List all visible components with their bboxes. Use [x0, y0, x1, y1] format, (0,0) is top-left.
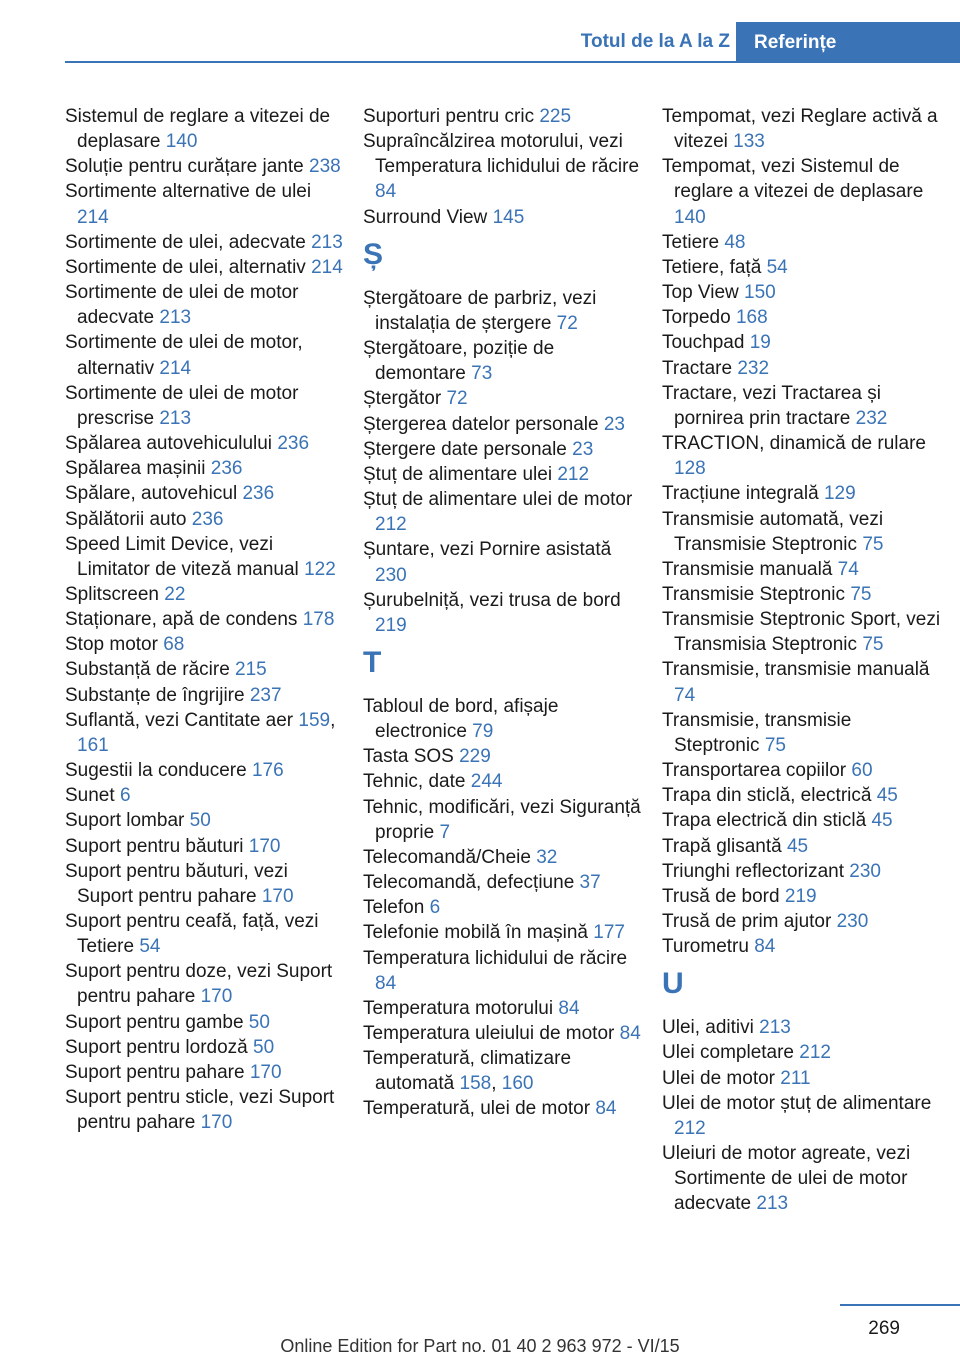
index-entry — [662, 934, 942, 959]
page-reference-link[interactable]: 158 — [459, 1073, 492, 1095]
index-entry — [662, 154, 942, 229]
index-entry — [65, 959, 345, 1009]
page-reference-link[interactable]: 32 — [536, 846, 558, 868]
page-reference-link[interactable]: 140 — [674, 206, 706, 228]
page-reference-link[interactable]: 212 — [674, 1117, 706, 1139]
index-entry-text: Spălare, autovehicul — [65, 483, 238, 505]
index-entry-text: Suport pentru gambe — [65, 1011, 244, 1033]
page-reference-link[interactable]: 84 — [619, 1023, 641, 1044]
page-reference-link[interactable]: 72 — [556, 312, 578, 334]
index-entry-text: Substanță de răcire — [65, 659, 230, 681]
index-entry — [662, 909, 942, 934]
index-entry — [662, 507, 942, 557]
index-entry — [363, 286, 643, 336]
index-entry: Suflantă, vezi Cantitate aer 159, 161 — [65, 709, 336, 756]
page-reference-link[interactable]: 244 — [470, 771, 503, 793]
page-reference-link[interactable]: 73 — [471, 363, 493, 385]
page-reference-link[interactable]: 7 — [439, 821, 451, 843]
index-letter-heading: U — [662, 967, 684, 1001]
index-entry — [65, 683, 345, 708]
index-entry-text: Tasta SOS — [363, 746, 454, 768]
index-entry — [662, 783, 942, 808]
index-entry-text: Sortimente alternative de ulei — [65, 181, 312, 203]
index-entry — [662, 884, 942, 909]
index-entry-text: Tractare, vezi Tractarea și pornirea prin tractare — [662, 382, 881, 429]
page-reference-link[interactable]: 74 — [837, 558, 859, 580]
page-reference-link[interactable]: 232 — [737, 357, 770, 379]
index-entry-text: Telecomandă, defecțiune — [363, 872, 575, 894]
index-entry-text: Ulei completare — [662, 1042, 794, 1064]
page-reference-link[interactable]: 50 — [189, 810, 211, 832]
index-entry — [662, 481, 942, 506]
index-entry — [363, 694, 643, 744]
index-entry-text: Temperatura uleiului de motor — [363, 1023, 615, 1044]
page-reference-link[interactable]: 75 — [862, 634, 884, 656]
index-entry-text: Tetiere, față — [662, 256, 762, 278]
index-entry-text: Ștergătoare de parbriz, vezi instalația de ștergere — [363, 287, 597, 334]
index-entry-text: Tehnic, date — [363, 771, 466, 793]
page-reference-link[interactable]: 133 — [733, 131, 765, 153]
index-entry — [662, 557, 942, 582]
footer-rule — [840, 1304, 960, 1306]
page-reference-link[interactable]: 212 — [557, 463, 590, 485]
index-entry — [65, 104, 345, 154]
index-entry — [363, 895, 643, 920]
page-reference-link[interactable]: 84 — [595, 1098, 617, 1120]
index-entry — [662, 758, 942, 783]
index-entry — [363, 588, 643, 638]
page-reference-link[interactable]: 214 — [77, 206, 109, 228]
index-entry-text: Suporturi pentru cric — [363, 106, 535, 127]
index-entry-text: Transmisie automată, vezi Transmisie Steptronic — [662, 508, 884, 555]
index-entry — [363, 1096, 643, 1121]
index-entry-text: Tabloul de bord, afișaje electronice — [363, 695, 559, 743]
page-reference-link[interactable]: 54 — [766, 256, 788, 278]
index-entry — [363, 870, 643, 895]
page-reference-link[interactable]: 45 — [876, 785, 898, 807]
index-entry — [662, 607, 942, 657]
index-entry-text: Transmisie Steptronic — [662, 583, 846, 605]
page-reference-link[interactable]: 232 — [855, 407, 888, 429]
index-entry-text: TRACTION, dinamică de rulare — [662, 433, 926, 455]
page-reference-link[interactable]: 219 — [784, 885, 817, 907]
page-reference-link[interactable]: 79 — [472, 721, 494, 743]
index-entry-text: Tempomat, vezi Sistemul de reglare a vitezei de deplasare — [662, 156, 924, 203]
page-reference-link[interactable]: 170 — [248, 835, 281, 857]
page-reference-link[interactable]: 50 — [253, 1036, 275, 1058]
index-entry-text: Tracțiune integrală — [662, 483, 819, 505]
index-entry — [363, 487, 643, 537]
page-reference-link[interactable]: 161 — [77, 734, 109, 756]
index-entry-text: Touchpad — [662, 332, 745, 354]
index-entry-text: Transmisie, transmisie manuală — [662, 659, 930, 681]
index-entry-text: Suport pentru băuturi, vezi Suport pentru pahare — [65, 860, 288, 907]
index-entry-text: Telefonie mobilă în mașină — [363, 922, 588, 944]
page-reference-link[interactable]: 214 — [311, 256, 343, 278]
page-reference-link[interactable]: 84 — [375, 181, 397, 203]
index-entry — [662, 582, 942, 607]
index-entry — [662, 1015, 942, 1040]
index-entry — [662, 1066, 942, 1091]
page-reference-link[interactable]: 236 — [277, 433, 310, 455]
index-entry-text: Suflantă, vezi Cantitate aer — [65, 709, 294, 731]
index-entry — [65, 808, 345, 833]
index-entry-text: Ștergerea datelor personale — [363, 413, 599, 435]
index-entry — [662, 104, 942, 154]
index-entry — [662, 305, 942, 330]
page-reference-link[interactable]: 22 — [164, 583, 186, 605]
index-letter-heading: Ș — [363, 237, 384, 271]
page-reference-link[interactable]: 219 — [375, 614, 407, 636]
page-reference-link[interactable]: 168 — [735, 307, 768, 329]
index-entry-text: Surround View — [363, 206, 488, 228]
index-entry — [662, 255, 942, 280]
index-entry — [65, 1010, 345, 1035]
page-reference-link[interactable]: 122 — [304, 558, 336, 580]
index-entry-text: Stop motor — [65, 634, 158, 656]
index-entry-text: Triunghi reflectorizant — [662, 860, 844, 882]
index-entry-text: Supraîncălzirea motorului, vezi Temperatura lichidului de răcire — [363, 131, 640, 178]
page-reference-link[interactable]: 19 — [749, 332, 771, 354]
page-reference-link[interactable]: 238 — [309, 156, 341, 178]
index-entry-text: Transportarea copiilor — [662, 760, 847, 782]
page-reference-link[interactable]: 150 — [744, 282, 776, 304]
index-entry-text: Sortimente de ulei, alternativ — [65, 256, 306, 278]
page-reference-link[interactable]: 60 — [851, 760, 873, 782]
page-reference-link[interactable]: 140 — [165, 131, 198, 153]
page-reference-link[interactable]: 45 — [871, 810, 893, 832]
page-reference-link[interactable]: 50 — [248, 1011, 270, 1033]
page-reference-link[interactable]: 75 — [862, 533, 884, 555]
page-reference-link[interactable]: 170 — [249, 1061, 282, 1083]
index-entry-text: Suport pentru pahare — [65, 1061, 245, 1083]
page-reference-link[interactable]: 75 — [764, 734, 786, 756]
index-entry-text: Transmisie Steptronic Sport, vezi Transmisia Steptronic — [662, 609, 941, 656]
index-entry-text: Ștuț de alimentare ulei de motor — [363, 489, 633, 511]
page-reference-link[interactable]: 84 — [558, 997, 580, 1019]
index-entry-text: Torpedo — [662, 307, 731, 329]
index-entry-text: Ștergătoare, poziție de demontare — [363, 338, 555, 385]
header-rule — [65, 61, 960, 63]
index-entry-text: Speed Limit Device, vezi Limitator de viteză manual — [65, 533, 299, 580]
index-entry — [363, 437, 643, 462]
index-entry — [662, 1141, 942, 1216]
index-entry — [65, 481, 345, 506]
index-entry — [65, 456, 345, 481]
index-entry — [363, 744, 643, 769]
index-entry-text: Tractare — [662, 357, 733, 379]
page-reference-link[interactable]: 160 — [501, 1073, 534, 1095]
index-entry — [363, 996, 643, 1021]
index-column-1 — [65, 104, 345, 1135]
page-number: 269 — [868, 1318, 900, 1339]
index-entry-text: Trusă de prim ajutor — [662, 911, 832, 932]
index-entry-text: Ștergere date personale — [363, 438, 567, 460]
index-entry — [363, 795, 643, 845]
index-entry-text: Uleiuri de motor agreate, vezi Sortimente de ulei de motor adecvate — [662, 1143, 911, 1215]
index-entry — [65, 255, 345, 280]
index-column-2 — [363, 104, 643, 1122]
page-reference-link[interactable]: 230 — [849, 860, 881, 882]
index-entry — [65, 381, 345, 431]
index-entry-text: Telefon — [363, 897, 425, 919]
page-reference-link[interactable]: 211 — [780, 1067, 811, 1089]
index-entry-text: Temperatură, ulei de motor — [363, 1098, 591, 1120]
index-entry — [363, 412, 643, 437]
index-entry-text: Sunet — [65, 785, 115, 807]
index-entry — [662, 1040, 942, 1065]
index-entry — [65, 783, 345, 808]
index-entry — [363, 129, 643, 204]
index-entry — [662, 280, 942, 305]
index-entry — [65, 859, 345, 909]
page-reference-link[interactable]: 6 — [429, 897, 441, 919]
index-entry — [363, 104, 643, 129]
index-entry — [65, 431, 345, 456]
page-reference-link[interactable]: 48 — [724, 231, 746, 253]
index-entry-text: Spălarea autovehiculului — [65, 433, 273, 455]
index-entry-text: Substanțe de îngrijire — [65, 684, 245, 706]
page-reference-link[interactable]: 213 — [159, 307, 192, 329]
index-entry — [662, 230, 942, 255]
page-reference-link[interactable]: 74 — [674, 684, 696, 706]
page-reference-link[interactable]: 84 — [375, 972, 397, 994]
index-entry-text: Temperatura lichidului de răcire — [363, 947, 628, 969]
index-entry-text: Transmisie manuală — [662, 558, 833, 580]
page-reference-link[interactable]: 72 — [446, 388, 468, 410]
page-reference-link[interactable]: 236 — [242, 483, 275, 505]
page-reference-link[interactable]: 213 — [756, 1193, 789, 1215]
index-entry-text: Staționare, apă de condens — [65, 609, 298, 631]
index-entry — [363, 386, 643, 411]
index-entry-text: Spălarea mașinii — [65, 458, 206, 480]
index-entry — [363, 336, 643, 386]
index-entry-text: Transmisie, transmisie Steptronic — [662, 709, 852, 756]
page-reference-link[interactable]: 213 — [311, 231, 343, 253]
index-entry-text: Sortimente de ulei de motor adecvate — [65, 282, 299, 329]
index-entry — [363, 845, 643, 870]
page-reference-link[interactable]: 237 — [249, 684, 282, 706]
page-reference-link[interactable]: 176 — [251, 760, 284, 782]
index-entry-text: Tempomat, vezi Reglare activă a vitezei — [662, 106, 938, 153]
index-entry — [363, 537, 643, 587]
index-entry — [662, 834, 942, 859]
index-entry — [65, 607, 345, 632]
index-entry — [65, 154, 345, 179]
index-entry — [65, 1035, 345, 1060]
page-reference-link[interactable]: 6 — [119, 785, 131, 807]
index-column-3 — [662, 104, 942, 1217]
page-reference-link[interactable]: 23 — [603, 413, 625, 435]
page-reference-link[interactable]: 128 — [674, 458, 706, 480]
page-reference-link[interactable]: 23 — [572, 438, 594, 460]
index-entry: Temperatură, climatizare automată 158, 160 — [363, 1048, 572, 1095]
page-reference-link[interactable]: 84 — [754, 936, 776, 958]
index-entry-text: Sugestii la conducere — [65, 760, 247, 782]
index-entry — [363, 462, 643, 487]
index-entry-text: Trapa electrică din sticlă — [662, 810, 867, 832]
page-reference-link[interactable]: 159 — [298, 709, 331, 731]
index-entry-text: Suport pentru doze, vezi Suport pentru pahare — [65, 961, 333, 1008]
page-reference-link[interactable]: 213 — [759, 1017, 791, 1039]
index-entry — [363, 205, 643, 230]
index-entry-text: Suport pentru lordoză — [65, 1036, 248, 1058]
index-entry-text: Suport pentru băuturi — [65, 835, 244, 857]
index-entry-text: Sortimente de ulei, adecvate — [65, 231, 306, 253]
page-reference-link[interactable]: 170 — [200, 1112, 233, 1134]
index-entry-text: Turometru — [662, 936, 749, 958]
page-reference-link[interactable]: 213 — [159, 407, 192, 429]
index-entry-text: Șurubelniță, vezi trusa de bord — [363, 589, 621, 611]
footer-edition: Online Edition for Part no. 01 40 2 963 972 - VI/15 — [280, 1336, 680, 1356]
page-reference-link[interactable]: 212 — [799, 1042, 831, 1064]
index-entry — [65, 230, 345, 255]
page-reference-link[interactable]: 37 — [579, 872, 601, 894]
page-reference-link[interactable]: 68 — [163, 634, 185, 656]
page-reference-link[interactable]: 215 — [235, 659, 267, 681]
index-entry-text: Trapă glisantă — [662, 835, 782, 857]
index-entry — [65, 280, 345, 330]
index-entry-text: Sortimente de ulei de motor, alternativ — [65, 332, 303, 379]
index-entry-text: Splitscreen — [65, 583, 159, 605]
index-entry — [65, 657, 345, 682]
index-entry — [662, 356, 942, 381]
index-entry-text: Top View — [662, 282, 739, 304]
index-entry — [65, 632, 345, 657]
header-section-title: Totul de la A la Z — [580, 31, 730, 52]
index-entry-text: Suport lombar — [65, 810, 185, 832]
page-reference-link[interactable]: 170 — [200, 986, 233, 1008]
index-entry — [363, 946, 643, 996]
index-entry-text: Soluție pentru curățare jante — [65, 156, 304, 178]
index-entry-text: Trapa din sticlă, electrică — [662, 785, 872, 807]
page-reference-link[interactable]: 225 — [539, 106, 572, 127]
index-letter-heading: T — [363, 645, 382, 679]
index-entry — [662, 808, 942, 833]
page-reference-link[interactable]: 170 — [261, 885, 294, 907]
index-entry-text: Sortimente de ulei de motor prescrise — [65, 382, 299, 429]
index-entry — [662, 859, 942, 884]
page-reference-link[interactable]: 236 — [191, 508, 224, 530]
index-entry — [363, 769, 643, 794]
index-entry — [65, 758, 345, 783]
index-entry-text: Ulei de motor ștuț de alimentare — [662, 1092, 932, 1114]
index-entry — [65, 1085, 345, 1135]
index-entry — [662, 330, 942, 355]
index-entry — [662, 381, 942, 431]
index-entry — [363, 920, 643, 945]
index-entry — [65, 532, 345, 582]
page-reference-link[interactable]: 54 — [139, 936, 161, 958]
index-entry-text: Spălătorii auto — [65, 508, 187, 530]
index-entry-text: Suport pentru ceafă, față, vezi Tetiere — [65, 911, 319, 958]
index-entry-text: Ștergător — [363, 388, 442, 410]
page-reference-link[interactable]: 129 — [823, 483, 856, 505]
index-entry — [662, 708, 942, 758]
index-entry — [363, 1021, 643, 1046]
page-reference-link[interactable]: 236 — [210, 458, 243, 480]
index-entry-text: Telecomandă/Cheie — [363, 846, 531, 868]
page-reference-link[interactable]: 45 — [786, 835, 809, 857]
header-tab-references: Referințe — [736, 22, 960, 63]
index-entry-text: Temperatură, climatizare automată — [363, 1048, 572, 1095]
page-reference-link[interactable]: 177 — [593, 922, 625, 944]
index-entry-text: Ulei de motor — [662, 1067, 775, 1089]
page-reference-link[interactable]: 214 — [159, 357, 192, 379]
index-entry-text: Suport pentru sticle, vezi Suport pentru pahare — [65, 1087, 335, 1134]
page-reference-link[interactable]: 230 — [836, 911, 869, 932]
index-entry — [65, 1060, 345, 1085]
index-entry — [65, 582, 345, 607]
page-reference-link[interactable]: 178 — [302, 609, 335, 631]
index-entry-text: Sistemul de reglare a vitezei de deplasare — [65, 106, 331, 153]
page-reference-link[interactable]: 75 — [850, 583, 872, 605]
page-reference-link[interactable]: 230 — [375, 564, 407, 586]
index-entry — [65, 834, 345, 859]
index-entry — [65, 507, 345, 532]
index-entry-text: Ștuț de alimentare ulei — [363, 463, 553, 485]
index-entry — [65, 179, 345, 229]
index-entry-text: Trusă de bord — [662, 885, 780, 907]
page-reference-link[interactable]: 145 — [492, 206, 525, 228]
page-reference-link[interactable]: 212 — [375, 514, 407, 536]
index-entry — [662, 1091, 942, 1141]
index-entry-text: Tehnic, modificări, vezi Siguranță proprie — [363, 796, 641, 843]
index-entry-text: Ulei, aditivi — [662, 1017, 754, 1039]
index-entry-text: Temperatura motorului — [363, 997, 554, 1019]
index-entry-text: Șuntare, vezi Pornire asistată — [363, 539, 612, 561]
index-entry — [662, 657, 942, 707]
index-entry-text: Tetiere — [662, 231, 720, 253]
page-reference-link[interactable]: 229 — [459, 746, 491, 768]
index-entry — [65, 909, 345, 959]
index-entry — [65, 330, 345, 380]
index-entry — [662, 431, 942, 481]
